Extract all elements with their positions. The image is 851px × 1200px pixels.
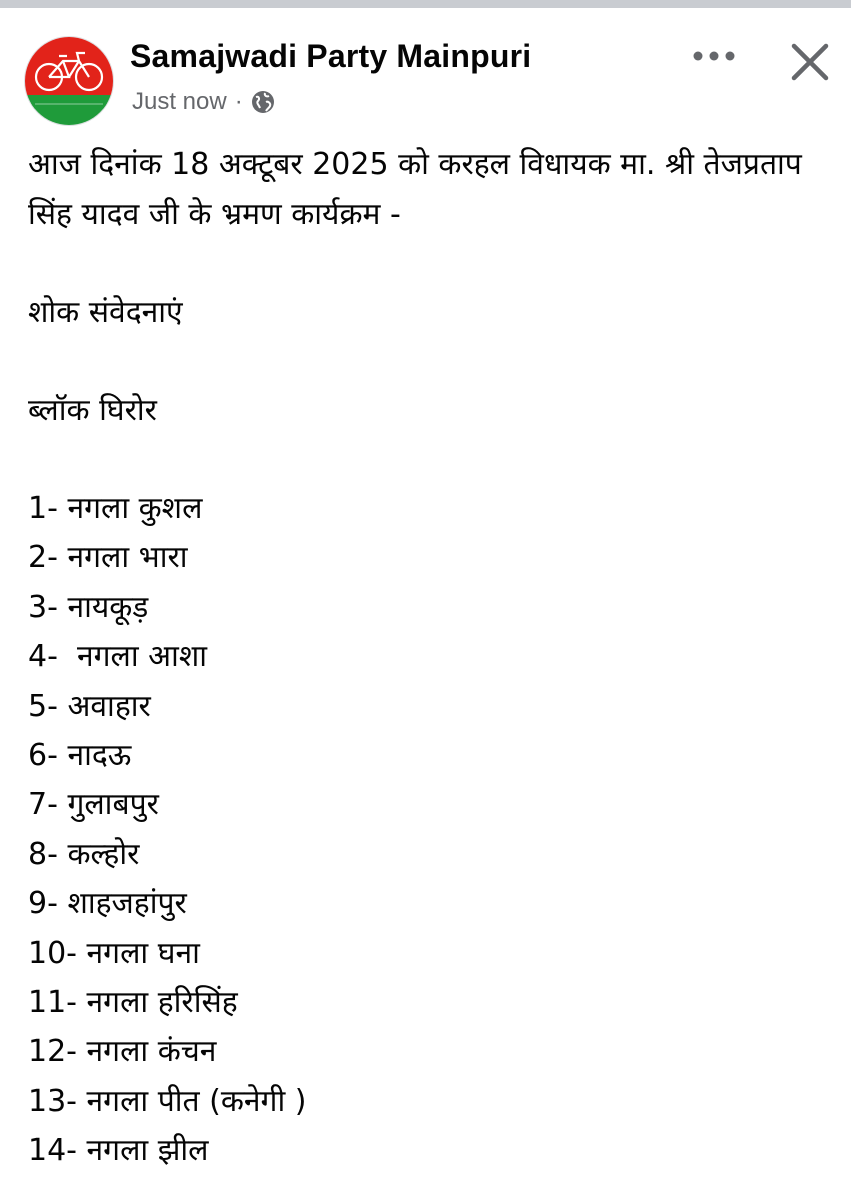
top-divider xyxy=(0,0,851,8)
post-timestamp[interactable]: Just now xyxy=(132,88,227,115)
globe-icon[interactable] xyxy=(251,90,275,114)
post-meta xyxy=(132,88,275,116)
spacer xyxy=(28,338,828,386)
meta-separator: · xyxy=(234,88,243,115)
list-item: 9- शाहजहांपुर xyxy=(28,886,187,922)
party-logo-icon xyxy=(25,37,113,125)
list-item: 4- नगला आशा xyxy=(28,639,208,675)
list-item: 14- नगला झील xyxy=(28,1133,209,1169)
post-header xyxy=(0,8,851,128)
more-options-icon xyxy=(690,50,738,62)
list-item: 1- नगला कुशल xyxy=(28,491,203,526)
list-item: 6- नादऊ xyxy=(28,737,132,773)
list-item: 8- कल्होर xyxy=(28,836,140,872)
list-item: 12- नगला कंचन xyxy=(28,1034,217,1070)
close-icon xyxy=(790,42,830,82)
page-name[interactable]: Samajwadi Party Mainpuri xyxy=(130,38,532,74)
post-intro: आज दिनांक 18 अक्टूबर 2025 को करहल विधायक मा. श्री तेजप्रताप सिंह यादव जी के भ्रमण कार्यक्रम - xyxy=(28,147,802,232)
list-item: 10- नगला घना xyxy=(28,935,200,971)
village-list xyxy=(28,484,828,1175)
list-item: 13- नगला पीत (कनेगी ) xyxy=(28,1083,307,1119)
more-options-button[interactable] xyxy=(688,36,740,76)
block-heading: ब्लॉक घिरोर xyxy=(28,393,157,428)
post-body xyxy=(28,140,828,1175)
list-item: 2- नगला भारा xyxy=(28,540,188,576)
spacer xyxy=(28,436,828,484)
list-item: 3- नायकूड़ xyxy=(28,589,149,625)
close-button[interactable] xyxy=(782,34,838,90)
spacer xyxy=(28,240,828,288)
avatar[interactable] xyxy=(24,36,114,126)
list-item: 7- गुलाबपुर xyxy=(28,787,159,823)
section-heading: शोक संवेदनाएं xyxy=(28,295,183,330)
list-item: 5- अवाहार xyxy=(28,688,151,724)
list-item: 11- नगला हरिसिंह xyxy=(28,984,238,1020)
